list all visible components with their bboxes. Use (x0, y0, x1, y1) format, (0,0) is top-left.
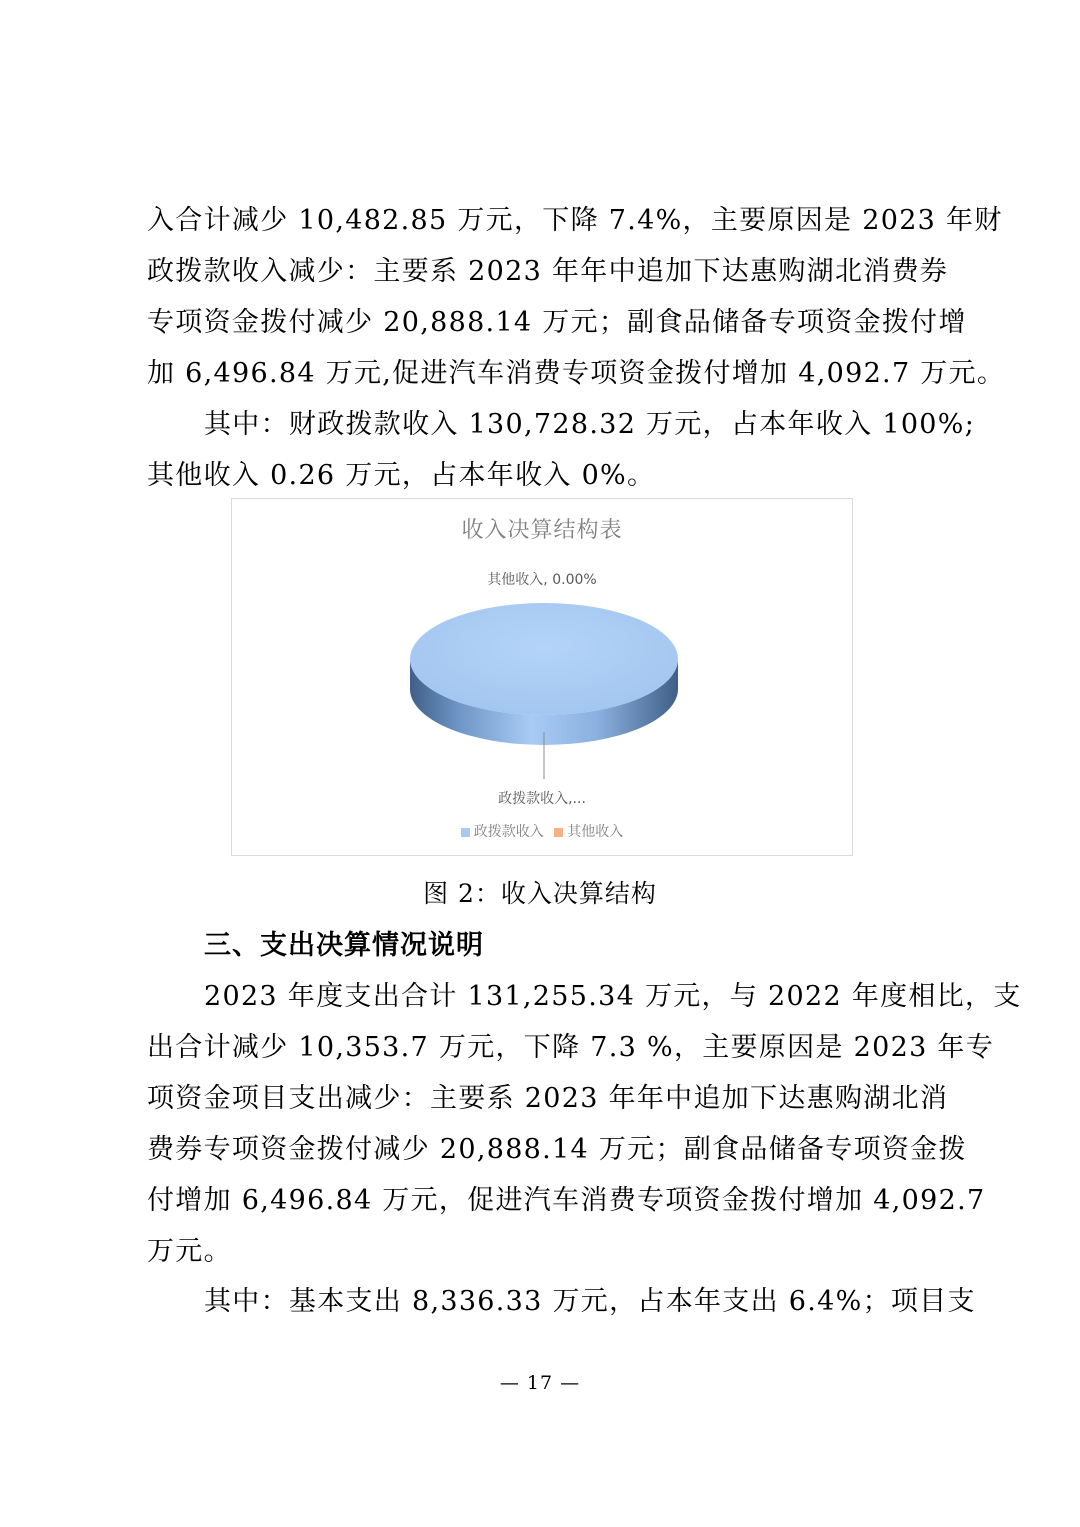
text-line: 其他收入 0.26 万元，占本年收入 0%。 (147, 460, 656, 491)
paragraph-expenditure-breakdown (147, 1276, 976, 1327)
legend-label: 政拨款收入 (473, 824, 544, 840)
legend-swatch (461, 828, 470, 837)
legend-swatch (554, 828, 563, 837)
text-line: 政拨款收入减少：主要系 2023 年年中追加下达惠购湖北消费券 (147, 256, 949, 287)
chart-legend (232, 821, 852, 841)
text-line: 出合计减少 10,353.7 万元，下降 7.3 %，主要原因是 2023 年专 (147, 1032, 995, 1063)
section-heading: 三、支出决算情况说明 (204, 930, 484, 961)
data-label-other-income: 其他收入, 0.00% (487, 572, 597, 588)
chart-title: 收入决算结构表 (461, 518, 623, 543)
legend-label: 其他收入 (567, 824, 624, 840)
paragraph-income-change (147, 195, 1006, 399)
data-label-government-income: 政拨款收入,... (498, 791, 586, 807)
text-line: 项资金项目支出减少：主要系 2023 年年中追加下达惠购湖北消 (147, 1083, 949, 1114)
text-line: 费券专项资金拨付减少 20,888.14 万元；副食品储备专项资金拨 (147, 1134, 967, 1165)
text-line: 加 6,496.84 万元,促进汽车消费专项资金拨付增加 4,092.7 万元。 (147, 358, 1006, 389)
paragraph-expenditure-change (147, 971, 1022, 1277)
legend-item-government (461, 824, 544, 840)
page-number: — 17 — (499, 1372, 581, 1394)
text-line: 其中：基本支出 8,336.33 万元，占本年支出 6.4%；项目支 (204, 1286, 976, 1317)
legend-item-other (554, 824, 623, 840)
text-line: 其中：财政拨款收入 130,728.32 万元，占本年收入 100%; (204, 409, 976, 440)
text-line: 2023 年度支出合计 131,255.34 万元，与 2022 年度相比，支 (204, 981, 1022, 1012)
figure-caption: 图 2：收入决算结构 (423, 879, 657, 908)
text-line: 入合计减少 10,482.85 万元，下降 7.4%，主要原因是 2023 年财 (147, 205, 1003, 236)
pie-slice-government-appropriation (410, 603, 678, 715)
paragraph-income-breakdown (147, 399, 976, 501)
income-structure-chart (231, 498, 853, 856)
text-line: 付增加 6,496.84 万元，促进汽车消费专项资金拨付增加 4,092.7 (147, 1185, 986, 1216)
text-line: 专项资金拨付减少 20,888.14 万元；副食品储备专项资金拨付增 (147, 307, 967, 338)
text-line: 万元。 (147, 1236, 232, 1267)
